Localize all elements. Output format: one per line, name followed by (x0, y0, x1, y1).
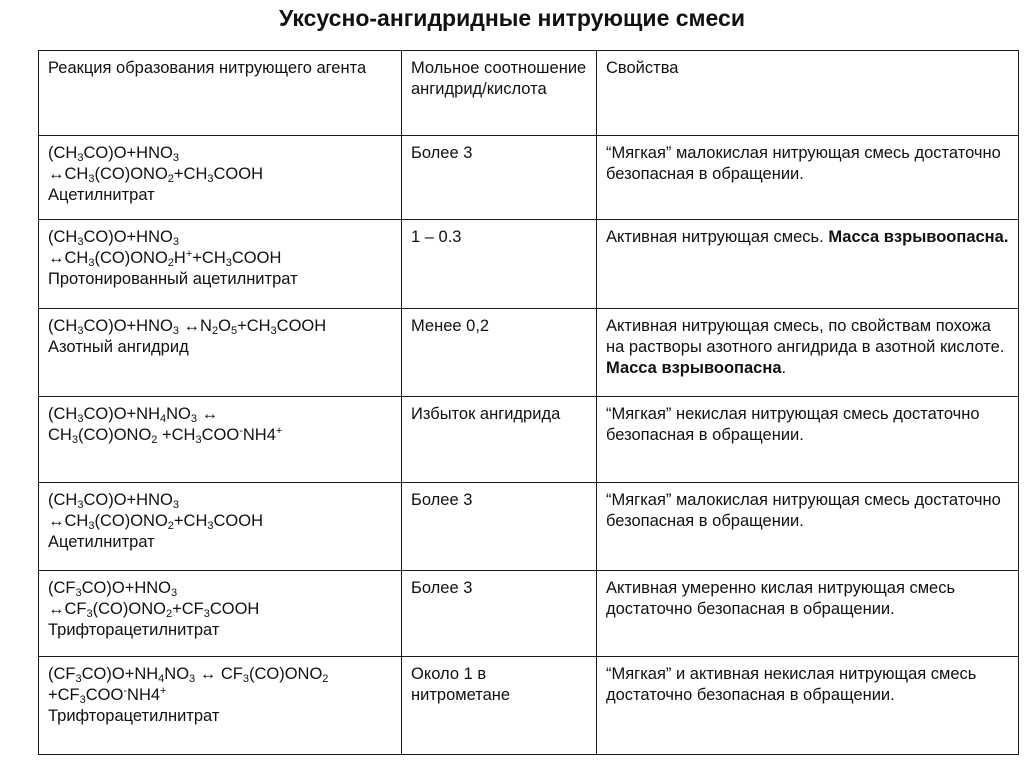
ratio-cell: Более 3 (402, 483, 597, 571)
properties-cell: “Мягкая” некислая нитрующая смесь достаточно безопасная в обращении. (597, 397, 1019, 483)
ratio-cell: 1 – 0.3 (402, 220, 597, 309)
reaction-cell: $(CH_3CO)O+HNO_3$ $\leftrightarrow CH_3(CO)ONO_2H^++CH_3COOH$ Протонированный ацетилнитрат (39, 220, 402, 309)
ratio-cell: Более 3 (402, 571, 597, 657)
page-title: Уксусно-ангидридные нитрующие смеси (279, 5, 745, 31)
table-row (39, 571, 1019, 657)
reaction-cell: $(CH_3CO)O+HNO_3$ $\leftrightarrow N_2O_5+CH_3COOH$ Азотный ангидрид (39, 309, 402, 397)
reaction-cell: $(CF_3CO)O+NH_4NO_3$ ↔ $CF_3(CO)ONO_2$ $+CF_3COO^-NH4^+$ Трифторацетилнитрат (39, 657, 402, 755)
reaction-cell: $(CH_3CO)O+HNO_3$ $\leftrightarrow CH_3(CO)ONO_2+CH_3COOH$ Ацетилнитрат (39, 136, 402, 220)
header-ratio: Мольное соотношение ангидрид/кислота (402, 51, 597, 136)
header-properties: Свойства (597, 51, 1019, 136)
header-reaction: Реакция образования нитрующего агента (39, 51, 402, 136)
table-row (39, 136, 1019, 220)
table-row (39, 657, 1019, 755)
properties-cell: “Мягкая” и активная некислая нитрующая смесь достаточно безопасная в обращении. (597, 657, 1019, 755)
reaction-cell: $(CH_3CO)O+HNO_3$ $\leftrightarrow CH_3(CO)ONO_2+CH_3COOH$ Ацетилнитрат (39, 483, 402, 571)
reaction-cell: $(CH_3CO)O+NH_4NO_3$ ↔ $CH_3(CO)ONO_2 +CH_3COO^-NH4^+$ (39, 397, 402, 483)
table-row (39, 220, 1019, 309)
nitrating-mixtures-table (38, 50, 1019, 755)
properties-cell: “Мягкая” малокислая нитрующая смесь достаточно безопасная в обращении. (597, 136, 1019, 220)
properties-cell: “Мягкая” малокислая нитрующая смесь достаточно безопасная в обращении. (597, 483, 1019, 571)
ratio-cell: Более 3 (402, 136, 597, 220)
ratio-cell: Избыток ангидрида (402, 397, 597, 483)
ratio-cell: Около 1 в нитрометане (402, 657, 597, 755)
properties-cell: Активная нитрующая смесь, по свойствам похожа на растворы азотного ангидрида в азотной кислоте. Масса взрывоопасна. (597, 309, 1019, 397)
table-row (39, 309, 1019, 397)
table-row (39, 483, 1019, 571)
table-row (39, 397, 1019, 483)
ratio-cell: Менее 0,2 (402, 309, 597, 397)
table-header-row (39, 51, 1019, 136)
properties-cell: Активная нитрующая смесь. Масса взрывоопасна. (597, 220, 1019, 309)
table-body (39, 51, 1019, 755)
reaction-cell: $(CF_3CO)O+HNO_3$ $\leftrightarrow CF_3(CO)ONO_2+CF_3COOH$ Трифторацетилнитрат (39, 571, 402, 657)
properties-cell: Активная умеренно кислая нитрующая смесь достаточно безопасная в обращении. (597, 571, 1019, 657)
